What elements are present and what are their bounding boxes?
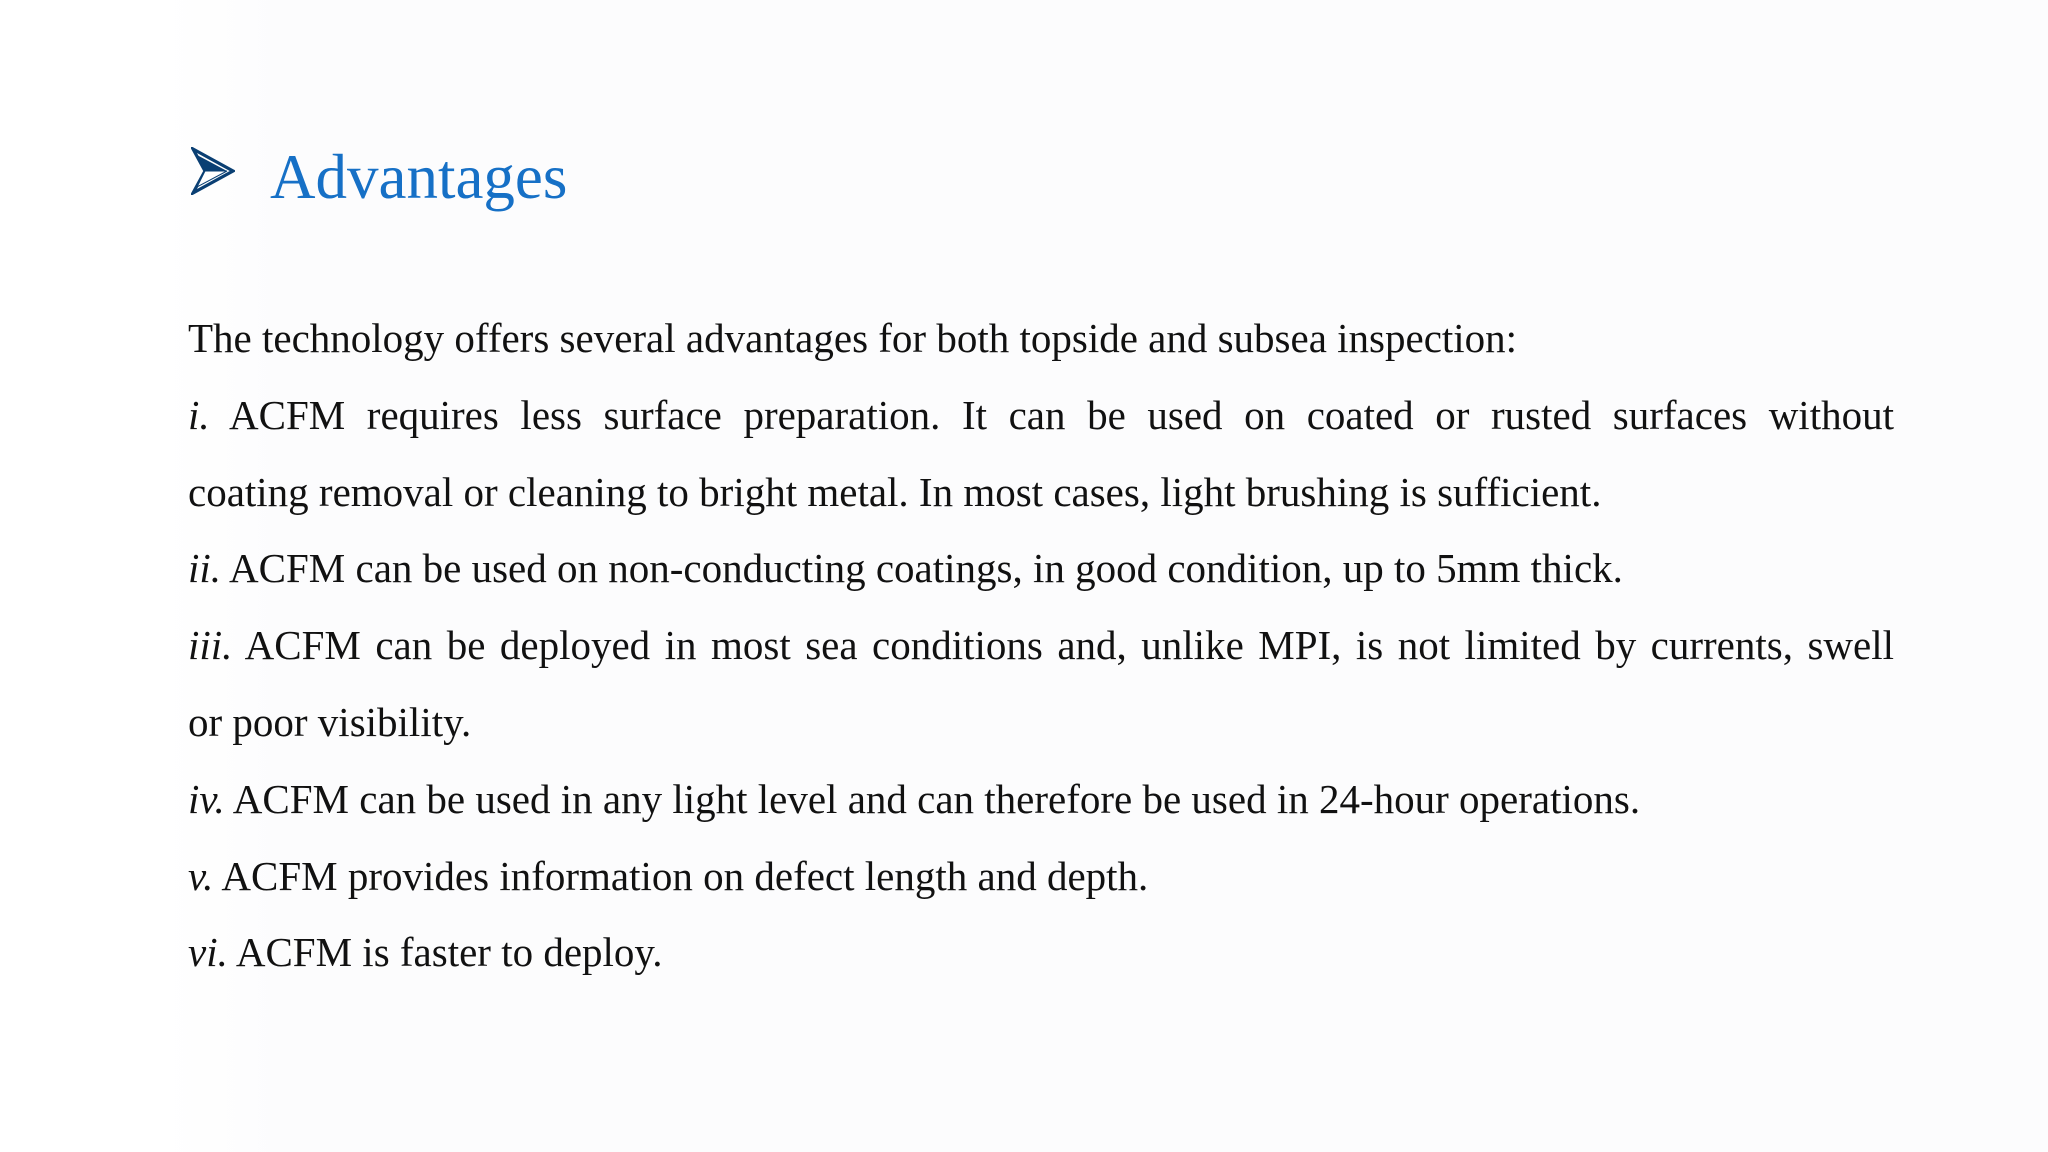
list-item — [188, 838, 1894, 915]
list-item — [188, 914, 1894, 991]
section-heading — [190, 132, 567, 222]
item-numeral: i. — [188, 391, 210, 438]
list-item — [188, 607, 1894, 684]
heading-title: Advantages — [270, 141, 568, 212]
item-text: ACFM can be deployed in most sea conditions and, unlike MPI, is not limited by currents, swell — [244, 622, 1894, 669]
item-numeral: v. — [188, 852, 214, 899]
intro-text: The technology offers several advantages for both topside and subsea inspection: — [188, 315, 1518, 361]
item-text: ACFM provides information on defect length and depth. — [221, 852, 1149, 899]
arrowhead-bullet-icon — [190, 145, 236, 197]
item-continuation: or poor visibility. — [188, 698, 472, 745]
item-numeral: iii. — [188, 622, 233, 669]
list-item — [188, 530, 1894, 607]
list-item — [188, 761, 1894, 838]
item-text: ACFM can be used in any light level and can therefore be used in 24-hour operations. — [232, 775, 1641, 822]
item-continuation: coating removal or cleaning to bright metal. In most cases, light brushing is sufficient. — [188, 468, 1602, 515]
item-numeral: iv. — [188, 775, 225, 822]
arrowhead-bullet-icon-graphic — [191, 147, 235, 195]
item-numeral: vi. — [188, 929, 228, 976]
slide-body — [188, 300, 1894, 991]
list-item — [188, 377, 1894, 454]
item-numeral: ii. — [188, 545, 222, 592]
item-text: ACFM requires less surface preparation. It can be used on coated or rusted surfaces without — [228, 391, 1894, 438]
item-text: ACFM can be used on non-conducting coatings, in good condition, up to 5mm thick. — [229, 545, 1623, 592]
item-text: ACFM is faster to deploy. — [235, 929, 663, 976]
